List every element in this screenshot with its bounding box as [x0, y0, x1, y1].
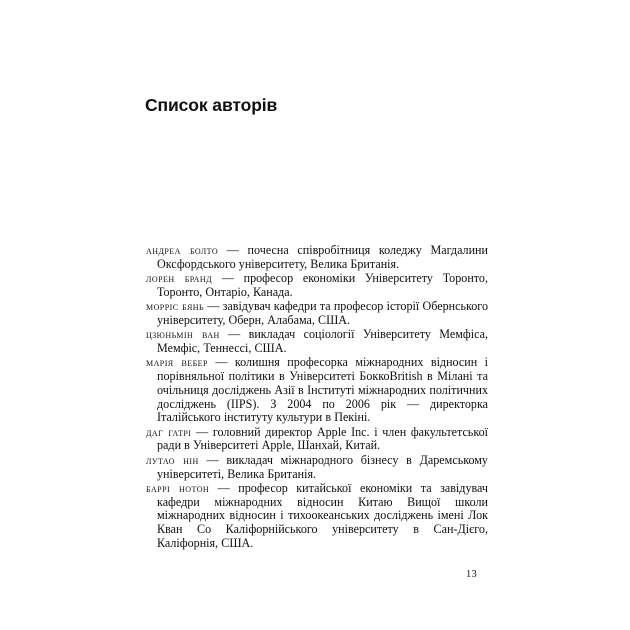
page-number: 13 [466, 569, 478, 580]
contributor-entry [146, 482, 488, 551]
contributor-name: лутао нін [146, 452, 199, 467]
contributor-separator: — [204, 299, 223, 314]
contributor-name: андреа болто [146, 243, 219, 257]
contributors-list [146, 244, 488, 551]
contributor-entry [146, 426, 488, 454]
contributor-name: лорен бранд [146, 271, 213, 286]
contributor-separator: — [198, 452, 227, 467]
contributor-separator: — [212, 271, 244, 286]
contributor-entry [146, 300, 488, 328]
contributor-name: цзюньмін ван [146, 327, 220, 342]
contributor-separator: — [209, 480, 239, 495]
contributor-name: даг гатрі [146, 424, 192, 439]
contributor-name: марія вебер [146, 355, 208, 370]
contributor-entry [146, 244, 488, 272]
contributor-entry [146, 454, 488, 482]
contributor-entry [146, 356, 488, 425]
contributor-description: професор китайської економіки та завідувач кафедри міжнародних відносин Китаю Вищої школи міжнародних відносин і тихоокеанських досліджень імені Лок Кван Со Каліфорнійського університету в Сан-Дієго, Каліфорнія, США. [157, 480, 489, 550]
contributor-entry [146, 328, 488, 356]
contributor-name: баррі нотон [146, 480, 210, 495]
contributor-description: викладач міжнародного бізнесу в Даремському університеті, Велика Британія. [157, 452, 488, 481]
contributor-description: колишня професорка міжнародних відносин і порівняльної політики в Університеті БоккоBritish в Мілані та очільниця досліджень Азії в Інституті міжнародних політичних досліджень (IIPS). З 2004 по 2006 рік — директорка Італійського інституту культури в Пекіні. [157, 355, 489, 425]
contributor-separator: — [207, 355, 235, 370]
page-title: Список авторів [145, 94, 278, 115]
contributor-description: викладач соціології Університету Мемфіса, Мемфіс, Теннессі, США. [157, 327, 488, 356]
contributor-name: морріс бянь [146, 299, 205, 314]
contributor-description: професор економіки Університету Торонто, Торонто, Онтаріо, Канада. [157, 271, 488, 299]
contributor-separator: — [191, 424, 213, 439]
contributor-description: завідувач кафедри та професор історії Обернського університету, Оберн, Алабама, США. [157, 299, 488, 327]
contributor-separator: — [218, 243, 248, 257]
contributor-separator: — [219, 327, 249, 342]
contributor-description: головний директор Apple Inc. і член факультетської ради в Університеті Apple, Шанхай, Китай. [157, 424, 488, 453]
contributor-description: почесна співробітниця коледжу Магдалини Оксфордського університету, Велика Британія. [157, 243, 489, 271]
contributor-entry [146, 272, 488, 300]
